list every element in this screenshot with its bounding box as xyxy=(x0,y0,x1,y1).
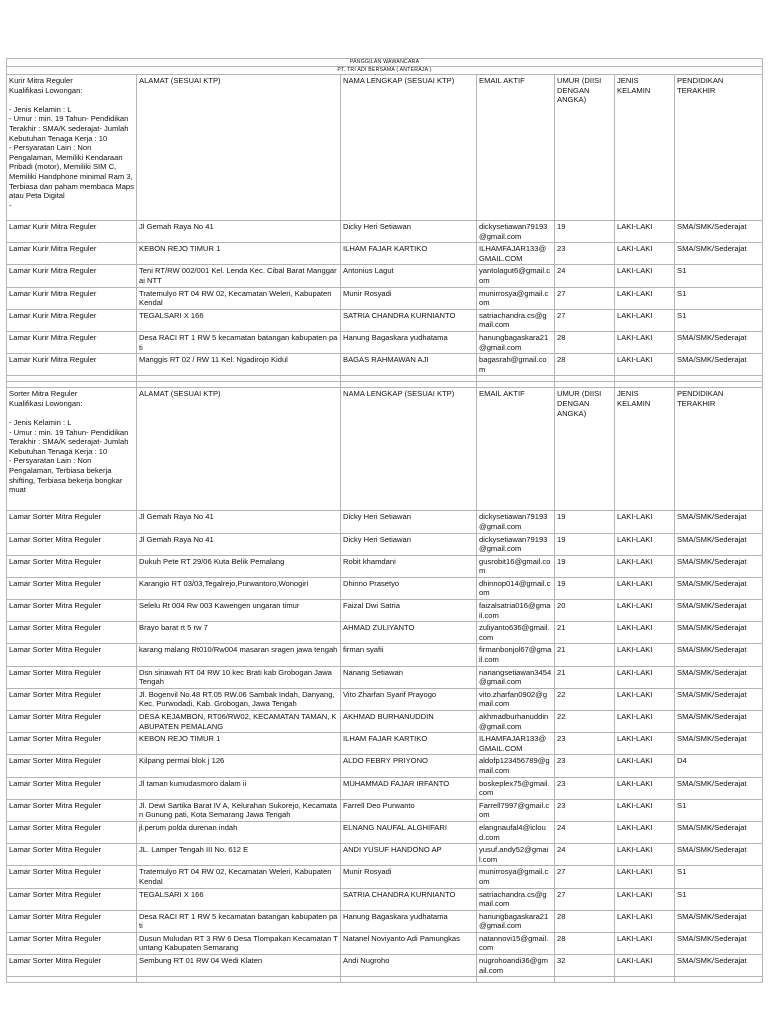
email-cell: nanangsetiawan3454@gmail.com xyxy=(477,666,555,688)
email-cell: bagasrah@gmail.com xyxy=(477,354,555,376)
name-cell: AKHMAD BURHANUDDIN xyxy=(341,711,477,733)
age-cell: 22 xyxy=(555,688,615,710)
gender-cell: LAKI-LAKI xyxy=(615,821,675,843)
education-cell: SMA/SMK/Sederajat xyxy=(675,910,763,932)
name-cell: BAGAS RAHMAWAN AJI xyxy=(341,354,477,376)
column-header: EMAIL AKTIF xyxy=(477,75,555,221)
education-cell: SMA/SMK/Sederajat xyxy=(675,955,763,977)
age-cell: 28 xyxy=(555,331,615,353)
empty-cell xyxy=(615,977,675,983)
education-cell: SMA/SMK/Sederajat xyxy=(675,511,763,533)
position-cell: Lamar Sorter Mitra Reguler xyxy=(7,688,137,710)
section-header-row xyxy=(7,388,763,511)
position-cell: Lamar Kurir Mitra Reguler xyxy=(7,221,137,243)
address-cell: Desa RACI RT 1 RW 5 kecamatan batangan kabupaten pati xyxy=(137,910,341,932)
table-row xyxy=(7,799,763,821)
education-cell: SMA/SMK/Sederajat xyxy=(675,600,763,622)
name-cell: ILHAM FAJAR KARTIKO xyxy=(341,733,477,755)
table-row xyxy=(7,932,763,954)
position-cell: Lamar Sorter Mitra Reguler xyxy=(7,866,137,888)
age-cell: 23 xyxy=(555,777,615,799)
age-cell: 21 xyxy=(555,622,615,644)
name-cell: Robit khamdani xyxy=(341,555,477,577)
position-cell: Lamar Kurir Mitra Reguler xyxy=(7,331,137,353)
position-cell: Lamar Sorter Mitra Reguler xyxy=(7,666,137,688)
gender-cell: LAKI-LAKI xyxy=(615,799,675,821)
table-row xyxy=(7,821,763,843)
age-cell: 21 xyxy=(555,644,615,666)
table-row xyxy=(7,265,763,287)
address-cell: Selelu Rt 004 Rw 003 Kawengen ungaran timur xyxy=(137,600,341,622)
gender-cell: LAKI-LAKI xyxy=(615,309,675,331)
gender-cell: LAKI-LAKI xyxy=(615,644,675,666)
email-cell: yusuf.andy52@gmail.com xyxy=(477,844,555,866)
age-cell: 23 xyxy=(555,799,615,821)
name-cell: Dicky Heri Setiawan xyxy=(341,511,477,533)
table-row xyxy=(7,309,763,331)
qualification-cell: Sorter Mitra Reguler Kualifikasi Lowongan: - Jenis Kelamin : L - Umur : min. 19 Tahun- Pendidikan Terakhir : SMA/K sederajat- Jumlah Kebutuhan Tenaga Kerja : 10 - Persyaratan Lain : Non Pengalaman, Terbiasa bekerja shifting, Terbiasa bekerja bongkar muat xyxy=(7,388,137,511)
age-cell: 23 xyxy=(555,755,615,777)
name-cell: AHMAD ZULIYANTO xyxy=(341,622,477,644)
address-cell: Jl Gemah Raya No 41 xyxy=(137,221,341,243)
address-cell: Dukuh Pete RT 29/06 Kuta Belik Pemalang xyxy=(137,555,341,577)
table-row xyxy=(7,221,763,243)
education-cell: SMA/SMK/Sederajat xyxy=(675,733,763,755)
education-cell: SMA/SMK/Sederajat xyxy=(675,577,763,599)
position-cell: Lamar Sorter Mitra Reguler xyxy=(7,932,137,954)
table-row xyxy=(7,577,763,599)
table-row xyxy=(7,555,763,577)
address-cell: KEBON REJO TIMUR 1 xyxy=(137,733,341,755)
name-cell: ALDO FEBRY PRIYONO xyxy=(341,755,477,777)
position-cell: Lamar Sorter Mitra Reguler xyxy=(7,622,137,644)
name-cell: Dicky Heri Setiawan xyxy=(341,533,477,555)
table-row xyxy=(7,331,763,353)
age-cell: 27 xyxy=(555,866,615,888)
position-cell: Lamar Sorter Mitra Reguler xyxy=(7,600,137,622)
address-cell: JL. Lamper Tengah III No. 612 E xyxy=(137,844,341,866)
section-header-row xyxy=(7,75,763,221)
gender-cell: LAKI-LAKI xyxy=(615,533,675,555)
position-cell: Lamar Sorter Mitra Reguler xyxy=(7,910,137,932)
gender-cell: LAKI-LAKI xyxy=(615,711,675,733)
age-cell: 19 xyxy=(555,511,615,533)
email-cell: boskeplex75@gmail.com xyxy=(477,777,555,799)
table-row xyxy=(7,888,763,910)
email-cell: zuliyanto636@gmail.com xyxy=(477,622,555,644)
name-cell: Faizal Dwi Satria xyxy=(341,600,477,622)
name-cell: SATRIA CHANDRA KURNIANTO xyxy=(341,888,477,910)
position-cell: Lamar Sorter Mitra Reguler xyxy=(7,533,137,555)
age-cell: 28 xyxy=(555,932,615,954)
age-cell: 27 xyxy=(555,309,615,331)
spreadsheet xyxy=(6,58,762,983)
gender-cell: LAKI-LAKI xyxy=(615,221,675,243)
position-cell: Lamar Sorter Mitra Reguler xyxy=(7,955,137,977)
empty-cell xyxy=(675,977,763,983)
age-cell: 19 xyxy=(555,221,615,243)
address-cell: karang malang Rt010/Rw004 masaran sragen jawa tengah xyxy=(137,644,341,666)
table-row xyxy=(7,711,763,733)
name-cell: Natanel Noviyanto Adi Pamungkas xyxy=(341,932,477,954)
column-header: JENIS KELAMIN xyxy=(615,75,675,221)
email-cell: nugrohoandi36@gmail.com xyxy=(477,955,555,977)
education-cell: SMA/SMK/Sederajat xyxy=(675,243,763,265)
address-cell: TEGALSARI X 166 xyxy=(137,309,341,331)
column-header: JENIS KELAMIN xyxy=(615,388,675,511)
email-cell: dhinnop014@gmail.com xyxy=(477,577,555,599)
education-cell: SMA/SMK/Sederajat xyxy=(675,644,763,666)
name-cell: Munir Rosyadi xyxy=(341,287,477,309)
empty-cell xyxy=(137,977,341,983)
gender-cell: LAKI-LAKI xyxy=(615,577,675,599)
position-cell: Lamar Kurir Mitra Reguler xyxy=(7,265,137,287)
email-cell: gusrobit16@gmail.com xyxy=(477,555,555,577)
table-row xyxy=(7,354,763,376)
email-cell: ILHAMFAJAR133@GMAIL.COM xyxy=(477,243,555,265)
gender-cell: LAKI-LAKI xyxy=(615,733,675,755)
name-cell: MUHAMMAD FAJAR IRFANTO xyxy=(341,777,477,799)
table-row xyxy=(7,866,763,888)
gender-cell: LAKI-LAKI xyxy=(615,243,675,265)
age-cell: 24 xyxy=(555,821,615,843)
table-row xyxy=(7,243,763,265)
education-cell: SMA/SMK/Sederajat xyxy=(675,932,763,954)
email-cell: firmanbonjol67@gmail.com xyxy=(477,644,555,666)
position-cell: Lamar Sorter Mitra Reguler xyxy=(7,821,137,843)
column-header: PENDIDIKAN TERAKHIR xyxy=(675,75,763,221)
address-cell: Tratemulyo RT 04 RW 02, Kecamatan Weleri, Kabupaten Kendal xyxy=(137,866,341,888)
table-row xyxy=(7,533,763,555)
position-cell: Lamar Kurir Mitra Reguler xyxy=(7,354,137,376)
column-header: ALAMAT (SESUAI KTP) xyxy=(137,75,341,221)
name-cell: Nanang Setiawan xyxy=(341,666,477,688)
age-cell: 27 xyxy=(555,287,615,309)
name-cell: SATRIA CHANDRA KURNIANTO xyxy=(341,309,477,331)
position-cell: Lamar Sorter Mitra Reguler xyxy=(7,577,137,599)
gender-cell: LAKI-LAKI xyxy=(615,910,675,932)
email-cell: dickysetiawan79193@gmail.com xyxy=(477,221,555,243)
education-cell: S1 xyxy=(675,265,763,287)
address-cell: Dsn sinawah RT 04 RW 10 kec Brati kab Grobogan Jawa Tengah xyxy=(137,666,341,688)
name-cell: Dicky Heri Setiawan xyxy=(341,221,477,243)
position-cell: Lamar Sorter Mitra Reguler xyxy=(7,644,137,666)
column-header: NAMA LENGKAP (SESUAI KTP) xyxy=(341,75,477,221)
address-cell: Jl. Dewi Sartika Barat IV A, Kelurahan Sukorejo, Kecamatan Gunung pati, Kota Semarang Jawa Tengah xyxy=(137,799,341,821)
address-cell: jl.perum polda durenan indah xyxy=(137,821,341,843)
column-header: NAMA LENGKAP (SESUAI KTP) xyxy=(341,388,477,511)
email-cell: munirrosya@gmail.com xyxy=(477,287,555,309)
position-cell: Lamar Sorter Mitra Reguler xyxy=(7,844,137,866)
column-header: EMAIL AKTIF xyxy=(477,388,555,511)
education-cell: SMA/SMK/Sederajat xyxy=(675,688,763,710)
table-row xyxy=(7,733,763,755)
email-cell: hanungbagaskara21@gmail.com xyxy=(477,331,555,353)
education-cell: SMA/SMK/Sederajat xyxy=(675,666,763,688)
age-cell: 27 xyxy=(555,888,615,910)
education-cell: S1 xyxy=(675,799,763,821)
email-cell: faizalsatria016@gmail.com xyxy=(477,600,555,622)
age-cell: 22 xyxy=(555,711,615,733)
education-cell: S1 xyxy=(675,866,763,888)
position-cell: Lamar Kurir Mitra Reguler xyxy=(7,243,137,265)
gender-cell: LAKI-LAKI xyxy=(615,777,675,799)
position-cell: Lamar Sorter Mitra Reguler xyxy=(7,799,137,821)
education-cell: SMA/SMK/Sederajat xyxy=(675,555,763,577)
education-cell: SMA/SMK/Sederajat xyxy=(675,354,763,376)
email-cell: hanungbagaskara21@gmail.com xyxy=(477,910,555,932)
empty-cell xyxy=(477,977,555,983)
position-cell: Lamar Sorter Mitra Reguler xyxy=(7,888,137,910)
name-cell: ANDI YUSUF HANDONO AP xyxy=(341,844,477,866)
address-cell: DESA KEJAMBON, RT06/RW02, KECAMATAN TAMAN, KABUPATEN PEMALANG xyxy=(137,711,341,733)
gender-cell: LAKI-LAKI xyxy=(615,888,675,910)
address-cell: Jl Gemah Raya No 41 xyxy=(137,533,341,555)
address-cell: Teni RT/RW 002/001 Kel. Lenda Kec. Cibal Barat Manggarai NTT xyxy=(137,265,341,287)
empty-cell xyxy=(7,977,137,983)
name-cell: Dhinno Prasetyo xyxy=(341,577,477,599)
table-row xyxy=(7,666,763,688)
address-cell: Karangio RT 03/03,Tegalrejo,Purwantoro,Wonogiri xyxy=(137,577,341,599)
table-row xyxy=(7,622,763,644)
age-cell: 19 xyxy=(555,577,615,599)
table-body xyxy=(7,59,763,983)
email-cell: natannovi15@gmail.com xyxy=(477,932,555,954)
age-cell: 23 xyxy=(555,733,615,755)
address-cell: Jl taman kumudasmoro dalam ii xyxy=(137,777,341,799)
email-cell: satriachandra.cs@gmail.com xyxy=(477,309,555,331)
empty-cell xyxy=(555,977,615,983)
address-cell: Desa RACI RT 1 RW 5 kecamatan batangan kabupaten pati xyxy=(137,331,341,353)
position-cell: Lamar Sorter Mitra Reguler xyxy=(7,711,137,733)
age-cell: 32 xyxy=(555,955,615,977)
gender-cell: LAKI-LAKI xyxy=(615,287,675,309)
table-row xyxy=(7,844,763,866)
name-cell: Vito Zharfan Syarif Prayogo xyxy=(341,688,477,710)
email-cell: ILHAMFAJAR133@GMAIL.COM xyxy=(477,733,555,755)
email-cell: vito.zharfan0902@gmail.com xyxy=(477,688,555,710)
email-cell: dickysetiawan79193@gmail.com xyxy=(477,533,555,555)
education-cell: S1 xyxy=(675,287,763,309)
age-cell: 19 xyxy=(555,533,615,555)
column-header: UMUR (DIISI DENGAN ANGKA) xyxy=(555,388,615,511)
gender-cell: LAKI-LAKI xyxy=(615,955,675,977)
gender-cell: LAKI-LAKI xyxy=(615,622,675,644)
column-header: ALAMAT (SESUAI KTP) xyxy=(137,388,341,511)
gender-cell: LAKI-LAKI xyxy=(615,331,675,353)
address-cell: Tratemulyo RT 04 RW 02, Kecamatan Weleri, Kabupaten Kendal xyxy=(137,287,341,309)
age-cell: 24 xyxy=(555,844,615,866)
qualification-cell: Kurir Mitra Reguler Kualifikasi Lowongan: - Jenis Kelamin : L - Umur : min. 19 Tahun- Pendidikan Terakhir : SMA/K sederajat- Jumlah Kebutuhan Tenaga Kerja : 10 - Persyaratan Lain : Non Pengalaman, Memiliki Kendaraan Pribadi (motor), Memiliki SIM C, Memiliki Handphone minimal Ram 3, Terbiasa dan paham membaca Maps atau Peta Digital - xyxy=(7,75,137,221)
education-cell: SMA/SMK/Sederajat xyxy=(675,331,763,353)
address-cell: TEGALSARI X 166 xyxy=(137,888,341,910)
education-cell: SMA/SMK/Sederajat xyxy=(675,221,763,243)
email-cell: Farrell7997@gmail.com xyxy=(477,799,555,821)
empty-cell xyxy=(341,977,477,983)
table-row xyxy=(7,287,763,309)
name-cell: Antonius Lagut xyxy=(341,265,477,287)
email-cell: akhmadburhanuddin@gmail.com xyxy=(477,711,555,733)
position-cell: Lamar Sorter Mitra Reguler xyxy=(7,511,137,533)
education-cell: SMA/SMK/Sederajat xyxy=(675,844,763,866)
age-cell: 23 xyxy=(555,243,615,265)
table-row xyxy=(7,511,763,533)
table-row xyxy=(7,644,763,666)
gender-cell: LAKI-LAKI xyxy=(615,688,675,710)
gender-cell: LAKI-LAKI xyxy=(615,265,675,287)
column-header: UMUR (DIISI DENGAN ANGKA) xyxy=(555,75,615,221)
email-cell: elangnaufal4@icloud.com xyxy=(477,821,555,843)
address-cell: Jl. Bogenvil No.48 RT.05 RW.06 Sambak Indah, Danyang, Kec. Purwodadi, Kab. Grobogan, Jawa Tengah xyxy=(137,688,341,710)
name-cell: Andi Nugroho xyxy=(341,955,477,977)
table-row xyxy=(7,600,763,622)
name-cell: ELNANG NAUFAL ALGHIFARI xyxy=(341,821,477,843)
age-cell: 21 xyxy=(555,666,615,688)
gender-cell: LAKI-LAKI xyxy=(615,755,675,777)
email-cell: aldofp123456789@gmail.com xyxy=(477,755,555,777)
education-cell: SMA/SMK/Sederajat xyxy=(675,821,763,843)
education-cell: SMA/SMK/Sederajat xyxy=(675,533,763,555)
position-cell: Lamar Sorter Mitra Reguler xyxy=(7,555,137,577)
gender-cell: LAKI-LAKI xyxy=(615,354,675,376)
address-cell: Jl Gemah Raya No 41 xyxy=(137,511,341,533)
interview-table xyxy=(6,58,763,983)
education-cell: S1 xyxy=(675,309,763,331)
table-row xyxy=(7,910,763,932)
name-cell: Hanung Bagaskara yudhatama xyxy=(341,331,477,353)
age-cell: 28 xyxy=(555,910,615,932)
name-cell: firman syafii xyxy=(341,644,477,666)
education-cell: D4 xyxy=(675,755,763,777)
gender-cell: LAKI-LAKI xyxy=(615,844,675,866)
address-cell: KEBON REJO TIMUR 1 xyxy=(137,243,341,265)
name-cell: ILHAM FAJAR KARTIKO xyxy=(341,243,477,265)
position-cell: Lamar Kurir Mitra Reguler xyxy=(7,287,137,309)
name-cell: Munir Rosyadi xyxy=(341,866,477,888)
gender-cell: LAKI-LAKI xyxy=(615,511,675,533)
age-cell: 28 xyxy=(555,354,615,376)
table-row xyxy=(7,955,763,977)
email-cell: yantolagut6@gmail.com xyxy=(477,265,555,287)
gender-cell: LAKI-LAKI xyxy=(615,600,675,622)
position-cell: Lamar Kurir Mitra Reguler xyxy=(7,309,137,331)
table-row xyxy=(7,688,763,710)
address-cell: Manggis RT 02 / RW 11 Kel. Ngadirojo Kidul xyxy=(137,354,341,376)
education-cell: SMA/SMK/Sederajat xyxy=(675,777,763,799)
education-cell: SMA/SMK/Sederajat xyxy=(675,622,763,644)
address-cell: Brayo barat rt 5 rw 7 xyxy=(137,622,341,644)
age-cell: 20 xyxy=(555,600,615,622)
position-cell: Lamar Sorter Mitra Reguler xyxy=(7,777,137,799)
address-cell: Dusun Muludan RT 3 RW 6 Desa Tlompakan Kecamatan Tuntang Kabupaten Semarang xyxy=(137,932,341,954)
education-cell: SMA/SMK/Sederajat xyxy=(675,711,763,733)
position-cell: Lamar Sorter Mitra Reguler xyxy=(7,733,137,755)
name-cell: Hanung Bagaskara yudhatama xyxy=(341,910,477,932)
table-row xyxy=(7,777,763,799)
company-name: PT. TRI ADI BERSAMA ( ANTERAJA ) xyxy=(7,67,763,75)
gender-cell: LAKI-LAKI xyxy=(615,666,675,688)
age-cell: 24 xyxy=(555,265,615,287)
position-cell: Lamar Sorter Mitra Reguler xyxy=(7,755,137,777)
age-cell: 19 xyxy=(555,555,615,577)
gender-cell: LAKI-LAKI xyxy=(615,866,675,888)
address-cell: Kilpang permai blok j 126 xyxy=(137,755,341,777)
address-cell: Sembung RT 01 RW 04 Wedi Klaten xyxy=(137,955,341,977)
gender-cell: LAKI-LAKI xyxy=(615,932,675,954)
email-cell: dickysetiawan79193@gmail.com xyxy=(477,511,555,533)
sheet-title: PANGGILAN WAWANCARA xyxy=(7,59,763,67)
education-cell: S1 xyxy=(675,888,763,910)
email-cell: satriachandra.cs@gmail.com xyxy=(477,888,555,910)
email-cell: munirrosya@gmail.com xyxy=(477,866,555,888)
table-row xyxy=(7,755,763,777)
column-header: PENDIDIKAN TERAKHIR xyxy=(675,388,763,511)
spacer-row xyxy=(7,977,763,983)
gender-cell: LAKI-LAKI xyxy=(615,555,675,577)
name-cell: Farrell Deo Purwanto xyxy=(341,799,477,821)
